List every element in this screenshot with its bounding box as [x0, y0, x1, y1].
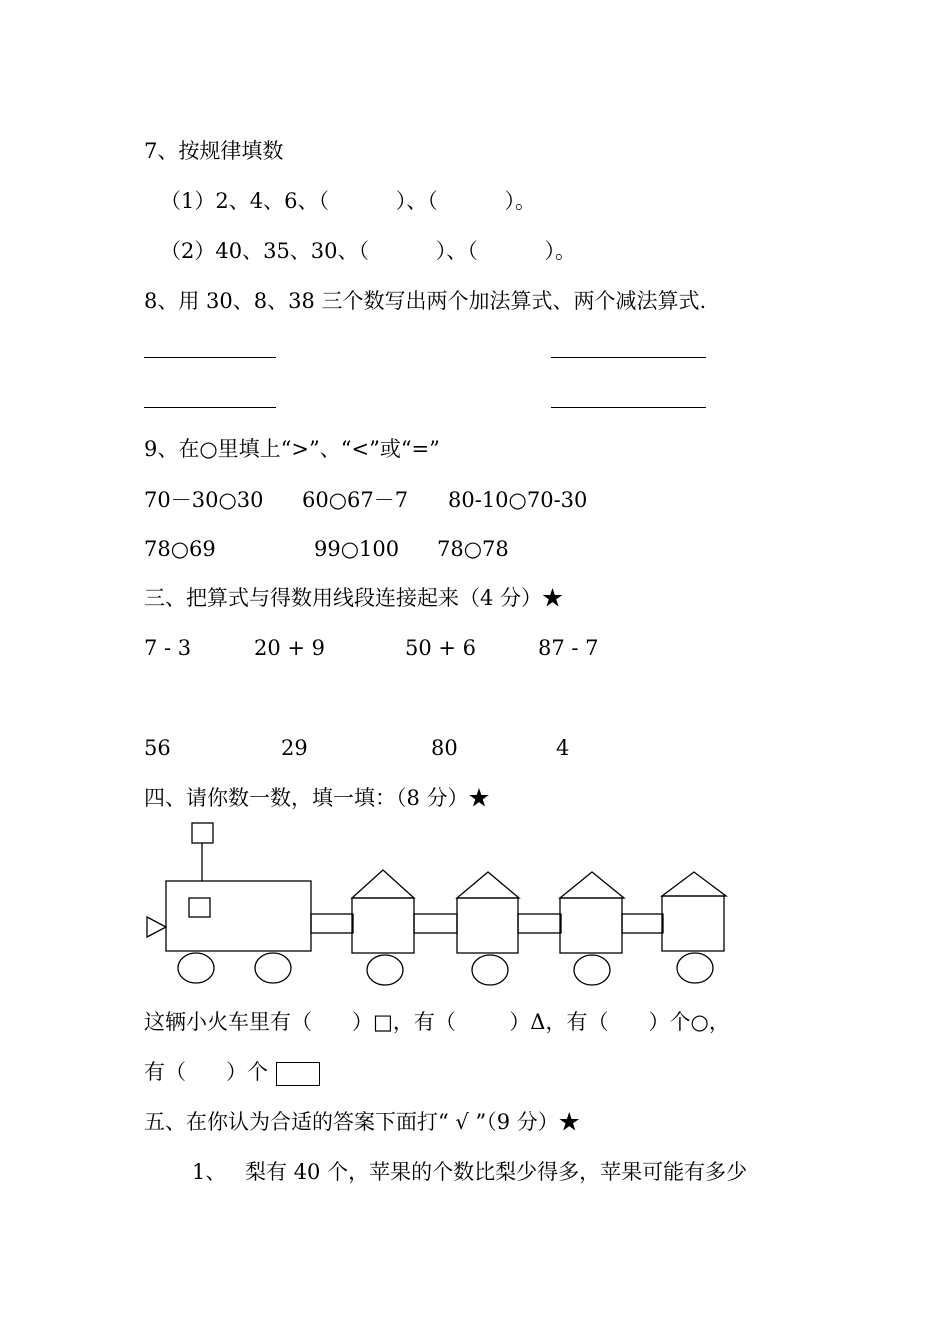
engine-front-triangle	[147, 917, 166, 937]
expression[interactable]: 7 - 3	[144, 636, 192, 660]
result[interactable]: 80	[431, 736, 458, 760]
wheel-circle	[677, 953, 713, 983]
car-body	[662, 896, 724, 951]
result[interactable]: 56	[144, 736, 171, 760]
q9-title: 9、在○里填上“>”、“<”或“=”	[144, 437, 440, 461]
expression[interactable]: 87 - 7	[538, 636, 599, 660]
coupler	[414, 914, 457, 933]
s4-question-2-text: 有（ ）个	[144, 1060, 269, 1084]
section-5-title: 五、在你认为合适的答案下面打“ √ ”（9 分）★	[144, 1110, 580, 1134]
wheel-circle	[472, 955, 508, 985]
compare-item: 60○67－7	[302, 488, 409, 512]
result[interactable]: 4	[556, 736, 570, 760]
car-roof-triangle	[457, 872, 519, 898]
coupler	[518, 914, 561, 933]
engine-window	[189, 898, 210, 917]
coupler	[311, 914, 353, 933]
wheel-circle	[574, 955, 610, 985]
compare-item: 70－30○30	[144, 488, 264, 512]
s4-question-2	[144, 1059, 320, 1086]
wheel-circle	[178, 953, 214, 983]
chimney-square	[192, 823, 213, 843]
q7-title: 7、按规律填数	[144, 139, 284, 163]
car-roof-triangle	[662, 872, 726, 896]
car-body	[457, 898, 518, 953]
expression[interactable]: 20 + 9	[254, 636, 326, 660]
engine-body	[166, 881, 311, 951]
wheel-circle	[255, 953, 291, 983]
coupler	[622, 914, 663, 933]
compare-item: 99○100	[314, 537, 400, 561]
expression[interactable]: 50 + 6	[405, 636, 477, 660]
car-roof-triangle	[352, 870, 414, 898]
s5-q1-text: 梨有 40 个，苹果的个数比梨少得多，苹果可能有多少	[245, 1160, 748, 1184]
s5-q1-number: 1、	[192, 1160, 227, 1184]
q7-line-2: （2）40、35、30、（ ）、（ ）。	[160, 239, 577, 263]
compare-item: 80-10○70-30	[448, 488, 588, 512]
rectangle-shape-icon	[276, 1062, 320, 1086]
wheel-circle	[367, 955, 403, 985]
s4-question-1: 这辆小火车里有（ ）□，有（ ）Δ，有（ ）个○，	[144, 1010, 730, 1034]
section-4-title: 四、请你数一数，填一填：（8 分）★	[144, 786, 490, 810]
car-body	[352, 898, 414, 953]
result[interactable]: 29	[281, 736, 308, 760]
section-3-title: 三、把算式与得数用线段连接起来（4 分）★	[144, 586, 564, 610]
car-body	[560, 898, 622, 953]
compare-item: 78○78	[437, 537, 509, 561]
compare-item: 78○69	[144, 537, 216, 561]
q8-title: 8、用 30、8、38 三个数写出两个加法算式、两个减法算式.	[144, 289, 707, 313]
car-roof-triangle	[560, 872, 624, 898]
q7-line-1: （1）2、4、6、（ ）、（ ）。	[160, 189, 536, 213]
